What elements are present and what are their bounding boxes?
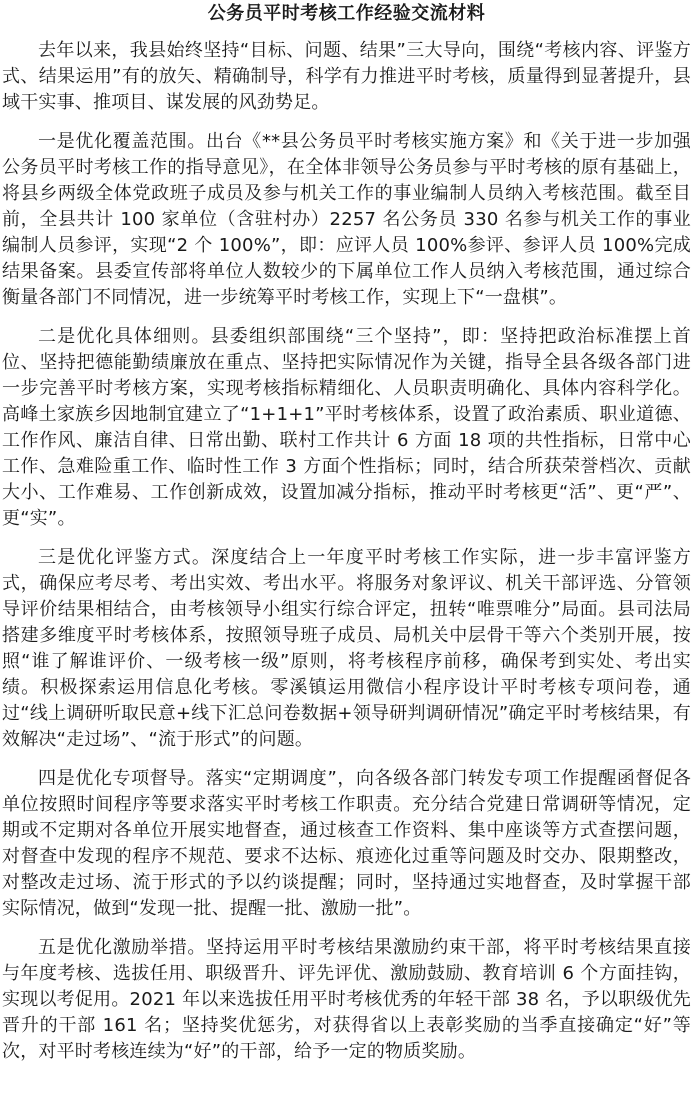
paragraph-coverage: 一是优化覆盖范围。出台《**县公务员平时考核实施方案》和《关于进一步加强公务员平时考核工作的指导意见》，在全体非领导公务员参与平时考核的原有基础上，将县乡两级全体党政班子成员及参与机关工作的事业编制人员纳入考核范围。截至目前，全县共计 100 家单位（含驻村办）2257 名公务员 330 名参与机关工作的事业编制人员参评，实现“2 个 100%”，即：应评人员 100%参评、参评人员 100%完成结果备案。县委宣传部将单位人数较少的下属单位工作人员纳入考核范围，通过综合衡量各部门不同情况，进一步统筹平时考核工作，实现上下“一盘棋”。 [2,131,691,308]
paragraph-intro: 去年以来，我县始终坚持“目标、问题、结果”三大导向，围绕“考核内容、评鉴方式、结果运用”有的放矢、精确制导，科学有力推进平时考核，质量得到显著提升，县域干实事、推项目、谋发展的风劲势足。 [2,40,691,113]
paragraph-supervision: 四是优化专项督导。落实“定期调度”，向各级各部门转发专项工作提醒函督促各单位按照时间程序等要求落实平时考核工作职责。充分结合党建日常调研等情况，定期或不定期对各单位开展实地督查，通过核查工作资料、集中座谈等方式查摆问题，对督查中发现的程序不规范、要求不达标、痕迹化过重等问题及时交办、限期整改，对整改走过场、流于形式的予以约谈提醒；同时，坚持通过实地督查，及时掌握干部实际情况，做到“发现一批、提醒一批、激励一批”。 [2,768,691,919]
paragraph-incentives: 五是优化激励举措。坚持运用平时考核结果激励约束干部，将平时考核结果直接与年度考核、选拔任用、职级晋升、评先评优、激励鼓励、教育培训 6 个方面挂钩，实现以考促用。2021 年以来选拔任用平时考核优秀的年轻干部 38 名，予以职级优先晋升的干部 161 名；坚持奖优惩劣，对获得省以上表彰奖励的当季直接确定“好”等次，对平时考核连续为“好”的干部，给予一定的物质奖励。 [2,937,691,1062]
paragraph-rules: 二是优化具体细则。县委组织部围绕“三个坚持”，即：坚持把政治标准摆上首位、坚持把德能勤绩廉放在重点、坚持把实际情况作为关键，指导全县各级各部门进一步完善平时考核方案，实现考核指标精细化、人员职责明确化、具体内容科学化。高峰土家族乡因地制宜建立了“1+1+1”平时考核体系，设置了政治素质、职业道德、工作作风、廉洁自律、日常出勤、联村工作共计 6 方面 18 项的共性指标，日常中心工作、急难险重工作、临时性工作 3 方面个性指标；同时，结合所获荣誉档次、贡献大小、工作难易、工作创新成效，设置加减分指标，推动平时考核更“活”、更“严”、更“实”。 [2,326,691,529]
paragraph-evaluation: 三是优化评鉴方式。深度结合上一年度平时考核工作实际，进一步丰富评鉴方式，确保应考尽考、考出实效、考出水平。将服务对象评议、机关干部评选、分管领导评价结果相结合，由考核领导小组实行综合评定，扭转“唯票唯分”局面。县司法局搭建多维度平时考核体系，按照领导班子成员、局机关中层骨干等六个类别开展，按照“谁了解谁评价、一级考核一级”原则，将考核程序前移，确保考到实处、考出实绩。积极探索运用信息化考核。零溪镇运用微信小程序设计平时考核专项问卷，通过“线上调研听取民意+线下汇总问卷数据+领导研判调研情况”确定平时考核结果，有效解决“走过场”、“流于形式”的问题。 [2,547,691,750]
document-title: 公务员平时考核工作经验交流材料 [207,3,486,24]
